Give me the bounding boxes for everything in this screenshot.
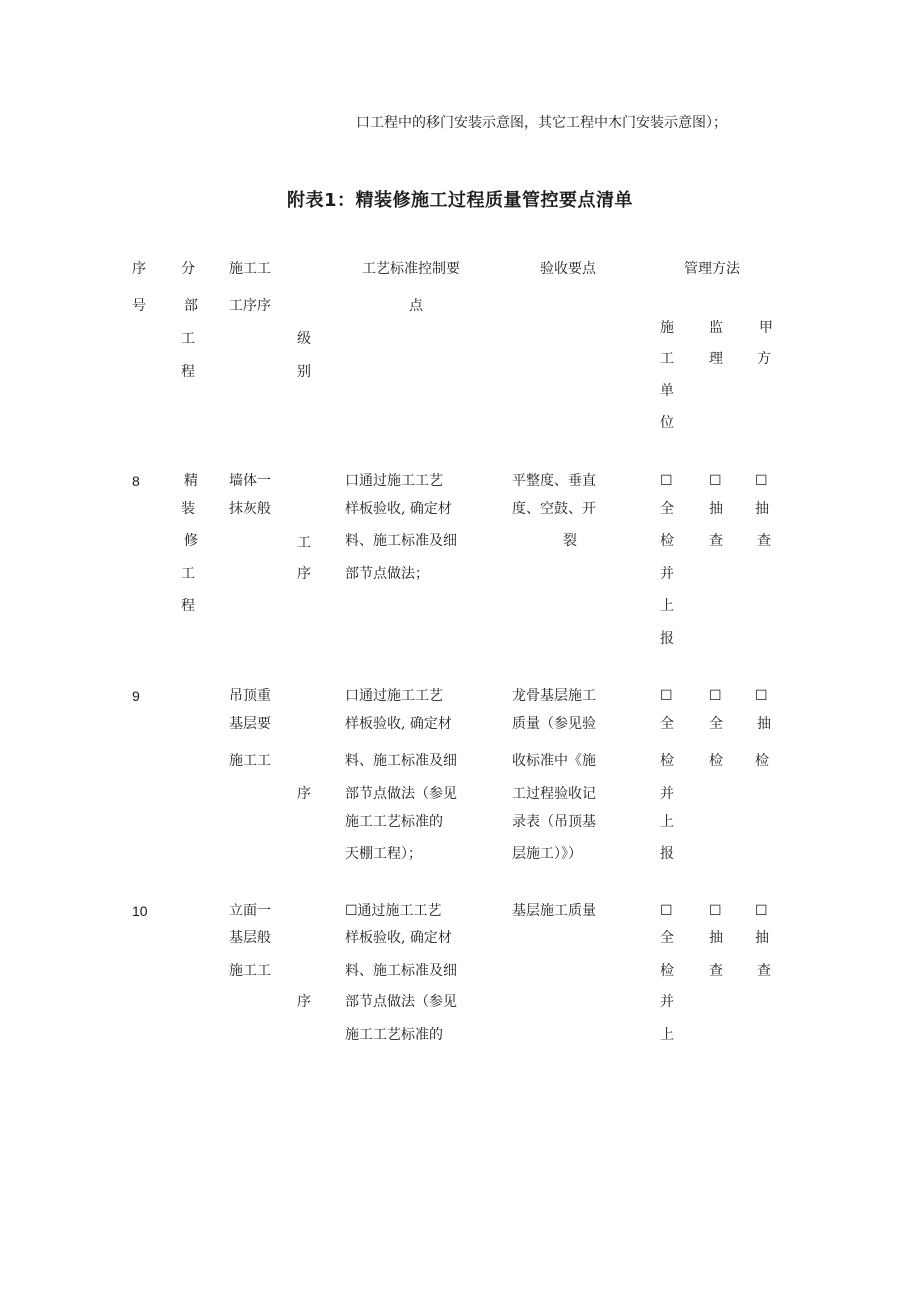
header-contractor: 单 bbox=[660, 383, 674, 399]
row-standard: 样板验收, 确定材 bbox=[345, 716, 452, 732]
row-process: 基层要 bbox=[229, 716, 271, 732]
row-owner: 抽 bbox=[755, 930, 769, 946]
header-subdivision: 程 bbox=[181, 364, 195, 380]
row-supervisor: 抽 bbox=[709, 501, 723, 517]
header-acceptance: 验收要点 bbox=[540, 261, 596, 277]
header-standard: 点 bbox=[409, 298, 423, 314]
row-contractor: 并 bbox=[660, 786, 674, 802]
row-owner: 抽 bbox=[757, 716, 771, 732]
row-owner: 检 bbox=[755, 753, 769, 769]
row-contractor: 上 bbox=[660, 814, 674, 830]
checkbox[interactable]: ☐ bbox=[709, 903, 722, 919]
header-contractor: 位 bbox=[660, 415, 674, 431]
row-contractor: 检 bbox=[660, 753, 674, 769]
page-title: 附表1：精装修施工过程质量管控要点清单 bbox=[286, 190, 634, 211]
row-seq: 8 bbox=[132, 473, 140, 489]
row-acceptance: 层施工）》） bbox=[512, 846, 582, 862]
row-acceptance: 基层施工质量 bbox=[512, 903, 596, 919]
row-contractor: 检 bbox=[660, 963, 674, 979]
header-owner: 甲 bbox=[759, 320, 773, 336]
row-standard: 料、施工标准及细 bbox=[345, 753, 457, 769]
row-standard: 施工工艺标准的 bbox=[345, 1027, 443, 1043]
checkbox[interactable]: ☐ bbox=[755, 903, 768, 919]
row-owner: 抽 bbox=[755, 501, 769, 517]
row-level: 序 bbox=[297, 566, 311, 582]
top-note: 口工程中的移门安装示意图，其它工程中木门安装示意图）； bbox=[356, 115, 727, 131]
header-supervisor: 理 bbox=[709, 351, 723, 367]
header-subdivision: 分 bbox=[181, 261, 195, 277]
row-acceptance: 收标准中《施 bbox=[512, 753, 596, 769]
row-standard: 部节点做法（参见 bbox=[345, 786, 457, 802]
header-subdivision: 部 bbox=[184, 298, 198, 314]
header-subdivision: 工 bbox=[181, 331, 195, 347]
header-level: 级 bbox=[297, 331, 311, 347]
row-process: 抹灰般 bbox=[229, 501, 271, 517]
row-acceptance: 龙骨基层施工 bbox=[512, 688, 596, 704]
row-contractor: 检 bbox=[660, 533, 674, 549]
row-supervisor: 检 bbox=[709, 753, 723, 769]
checkbox[interactable]: ☐ bbox=[709, 688, 722, 704]
row-subdivision: 程 bbox=[181, 598, 195, 614]
row-contractor: 全 bbox=[660, 501, 674, 517]
header-level: 别 bbox=[297, 364, 311, 380]
row-supervisor: 查 bbox=[709, 963, 723, 979]
header-process: 工序序 bbox=[229, 298, 271, 314]
row-standard: 料、施工标准及细 bbox=[345, 533, 457, 549]
row-contractor: 上 bbox=[660, 598, 674, 614]
checkbox[interactable]: ☐ bbox=[660, 473, 673, 489]
row-acceptance: 平整度、垂直 bbox=[512, 473, 596, 489]
header-seq: 序 bbox=[132, 261, 146, 277]
header-supervisor: 监 bbox=[709, 320, 723, 336]
row-subdivision: 工 bbox=[181, 566, 195, 582]
row-process: 施工工 bbox=[229, 963, 271, 979]
row-standard: 天棚工程）； bbox=[345, 846, 422, 862]
row-contractor: 并 bbox=[660, 994, 674, 1010]
header-contractor: 施 bbox=[660, 320, 674, 336]
checkbox[interactable]: ☐ bbox=[755, 473, 768, 489]
row-process: 吊顶重 bbox=[229, 688, 271, 704]
row-supervisor: 查 bbox=[709, 533, 723, 549]
row-seq: 10 bbox=[132, 903, 148, 919]
row-process: 墙体一 bbox=[229, 473, 271, 489]
checkbox[interactable]: ☐ bbox=[660, 903, 673, 919]
row-subdivision: 精 bbox=[184, 473, 198, 489]
row-supervisor: 抽 bbox=[709, 930, 723, 946]
row-seq: 9 bbox=[132, 688, 140, 704]
header-standard: 工艺标准控制要 bbox=[362, 261, 460, 277]
row-contractor: 并 bbox=[660, 566, 674, 582]
checkbox[interactable]: ☐ bbox=[755, 688, 768, 704]
row-subdivision: 装 bbox=[181, 501, 195, 517]
row-acceptance: 裂 bbox=[563, 533, 577, 549]
row-contractor: 全 bbox=[660, 716, 674, 732]
row-contractor: 全 bbox=[660, 930, 674, 946]
row-acceptance: 工过程验收记 bbox=[512, 786, 596, 802]
row-supervisor: 全 bbox=[709, 716, 723, 732]
row-standard: ☐通过施工工艺 bbox=[345, 903, 442, 919]
row-contractor: 报 bbox=[660, 846, 674, 862]
row-standard: 样板验收, 确定材 bbox=[345, 501, 452, 517]
row-owner: 查 bbox=[757, 963, 771, 979]
header-management: 管理方法 bbox=[684, 261, 740, 277]
row-process: 基层般 bbox=[229, 930, 271, 946]
checkbox[interactable]: ☐ bbox=[709, 473, 722, 489]
row-standard: 施工工艺标准的 bbox=[345, 814, 443, 830]
row-level: 序 bbox=[297, 786, 311, 802]
header-owner: 方 bbox=[757, 351, 771, 367]
row-acceptance: 质量（参见验 bbox=[512, 716, 596, 732]
row-standard: 口通过施工工艺 bbox=[345, 688, 443, 704]
row-level: 序 bbox=[297, 994, 311, 1010]
row-acceptance: 录表（吊顶基 bbox=[512, 814, 596, 830]
row-process: 施工工 bbox=[229, 753, 271, 769]
row-standard: 料、施工标准及细 bbox=[345, 963, 457, 979]
row-contractor: 报 bbox=[660, 631, 674, 647]
row-process: 立面一 bbox=[229, 903, 271, 919]
header-contractor: 工 bbox=[660, 351, 674, 367]
row-standard: 样板验收, 确定材 bbox=[345, 930, 452, 946]
row-level: 工 bbox=[297, 535, 311, 551]
row-contractor: 上 bbox=[660, 1027, 674, 1043]
checkbox[interactable]: ☐ bbox=[660, 688, 673, 704]
row-acceptance: 度、空鼓、开 bbox=[512, 501, 596, 517]
row-owner: 查 bbox=[757, 533, 771, 549]
row-standard: 口通过施工工艺 bbox=[345, 473, 443, 489]
row-standard: 部节点做法（参见 bbox=[345, 994, 457, 1010]
row-standard: 部节点做法； bbox=[345, 566, 429, 582]
header-seq: 号 bbox=[132, 298, 146, 314]
header-process: 施工工 bbox=[229, 261, 271, 277]
row-subdivision: 修 bbox=[184, 533, 198, 549]
